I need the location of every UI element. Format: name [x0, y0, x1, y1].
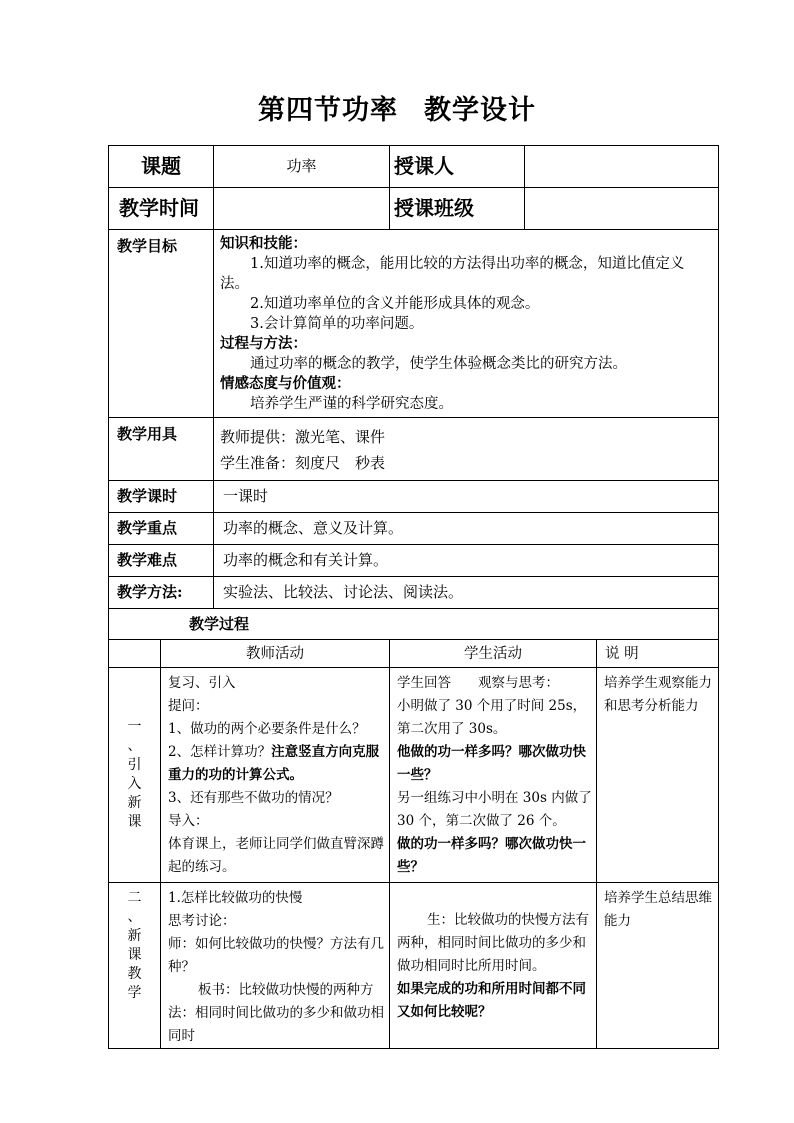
section-1-teacher-line: 体育课上，老师让同学们做直臂深蹲起的练习。	[168, 836, 384, 875]
page-title	[0, 88, 794, 127]
teacher-label: 授课人	[390, 146, 525, 188]
section-1-char-1: 引	[127, 757, 142, 773]
process-header-blank	[109, 640, 161, 668]
goals-process-title: 过程与方法：	[220, 335, 307, 352]
section-1-student-line: 小明做了 30 个用了时间 25s，第二次用了 30s。	[397, 698, 587, 737]
section-2-teacher-line: 师：如何比较做功的快慢？方法有几种？	[168, 936, 384, 975]
section-2-char-1: 新	[127, 928, 142, 944]
section-1-teacher-line: 复习、引入	[168, 675, 236, 691]
title-main: 第四节功率	[258, 95, 398, 126]
topic-label: 课题	[109, 146, 214, 188]
section-1-student	[390, 668, 597, 883]
hours-value: 一课时	[214, 481, 719, 513]
key-value: 功率的概念、意义及计算。	[214, 513, 719, 545]
section-2-teacher-line: 思考讨论：	[168, 913, 236, 929]
section-2-student-line: 生：比较做功的快慢方法有两种，相同时间比做功的多少和做功相同时比所用时间。	[397, 912, 589, 974]
tools-label: 教学用具	[109, 418, 214, 481]
method-label: 教学方法:	[109, 577, 214, 609]
goals-emotion-title: 情感态度与价值观：	[220, 375, 351, 392]
section-1-char-4: 课	[127, 814, 142, 830]
row-hours	[109, 481, 719, 513]
goals-content	[214, 230, 719, 418]
section-1-number: 一	[127, 719, 142, 735]
section-2-teacher-line: 板书：比较做功快慢的两种方法：相同时间比做功的多少和做功相同时	[168, 982, 384, 1044]
teacher-value	[525, 146, 719, 188]
row-process-header	[109, 640, 719, 668]
section-2-number: 二	[127, 890, 142, 906]
class-value	[525, 188, 719, 230]
time-label: 教学时间	[109, 188, 214, 230]
section-1-teacher-line: 2、怎样计算功？注意竖直方向克服重力的功的计算公式。	[168, 744, 380, 783]
section-2-char-3: 教	[127, 966, 142, 982]
goals-emotion-1: 培养学生严谨的科学研究态度。	[250, 396, 453, 412]
section-1-note: 培养学生观察能力和思考分析能力	[597, 668, 719, 883]
section-1-student-line: 另一组练习中小明在 30s 内做了 30 个，第二次做了 26 个。	[397, 790, 592, 829]
goals-label: 教学目标	[109, 230, 214, 418]
section-1-student-line: 他做的功一样多吗？哪次做功快一些？	[397, 744, 586, 783]
section-2-teacher-line: 1.怎样比较做功的快慢	[168, 890, 303, 906]
row-topic	[109, 146, 719, 188]
goals-knowledge-1: 1.知道功率的概念，能用比较的方法得出功率的概念，知道比值定义法。	[220, 256, 685, 292]
col-teacher-header: 教师活动	[161, 640, 390, 668]
tools-teacher: 教师提供：激光笔、课件	[220, 428, 386, 446]
difficulty-label: 教学难点	[109, 545, 214, 577]
section-2-char-4: 学	[127, 985, 142, 1001]
section-2-student-line: 如果完成的功和所用时间都不同又如何比较呢？	[397, 981, 586, 1020]
difficulty-value: 功率的概念和有关计算。	[214, 545, 719, 577]
col-note-header: 说 明	[597, 640, 719, 668]
method-value: 实验法、比较法、讨论法、阅读法。	[214, 577, 719, 609]
section-1-sep: 、	[127, 738, 142, 754]
topic-value: 功率	[214, 146, 390, 188]
row-tools	[109, 418, 719, 481]
time-value	[214, 188, 390, 230]
title-sub: 教学设计	[424, 95, 536, 126]
section-1-student-line: 做的功一样多吗？哪次做功快一些？	[397, 836, 586, 875]
row-difficulty	[109, 545, 719, 577]
goals-knowledge-3: 3.会计算简单的功率问题。	[250, 316, 424, 332]
section-1-teacher-line: 1、做功的两个必要条件是什么？	[168, 721, 366, 737]
row-process-title	[109, 609, 719, 640]
row-goals	[109, 230, 719, 418]
hours-label: 教学课时	[109, 481, 214, 513]
row-section-1	[109, 668, 719, 883]
row-section-2	[109, 883, 719, 1049]
section-2-note: 培养学生总结思维能力	[597, 883, 719, 1049]
tools-student: 学生准备：刻度尺 秒表	[220, 454, 386, 472]
section-2-teacher	[161, 883, 390, 1049]
section-1-char-2: 入	[127, 776, 142, 792]
key-label: 教学重点	[109, 513, 214, 545]
row-time	[109, 188, 719, 230]
section-2-char-2: 课	[127, 947, 142, 963]
section-2-label	[109, 883, 161, 1049]
row-method	[109, 577, 719, 609]
section-1-teacher-line: 导入：	[168, 813, 209, 829]
goals-process-1: 通过功率的概念的教学，使学生体验概念类比的研究方法。	[250, 356, 627, 372]
class-label: 授课班级	[390, 188, 525, 230]
row-key	[109, 513, 719, 545]
goals-knowledge-title: 知识和技能：	[220, 235, 307, 252]
goals-knowledge-2: 2.知道功率单位的含义并能形成具体的观念。	[250, 296, 540, 312]
section-1-teacher	[161, 668, 390, 883]
section-2-student	[390, 883, 597, 1049]
section-1-student-line: 学生回答 观察与思考：	[397, 675, 559, 691]
section-1-teacher-line: 3、还有那些不做功的情况？	[168, 790, 339, 806]
lesson-plan-table	[108, 145, 719, 1049]
section-2-sep: 、	[127, 909, 142, 925]
section-1-teacher-line: 提问：	[168, 698, 209, 714]
section-1-label	[109, 668, 161, 883]
tools-content	[214, 418, 719, 481]
process-label: 教学过程	[109, 609, 719, 640]
col-student-header: 学生活动	[390, 640, 597, 668]
section-1-char-3: 新	[127, 795, 142, 811]
